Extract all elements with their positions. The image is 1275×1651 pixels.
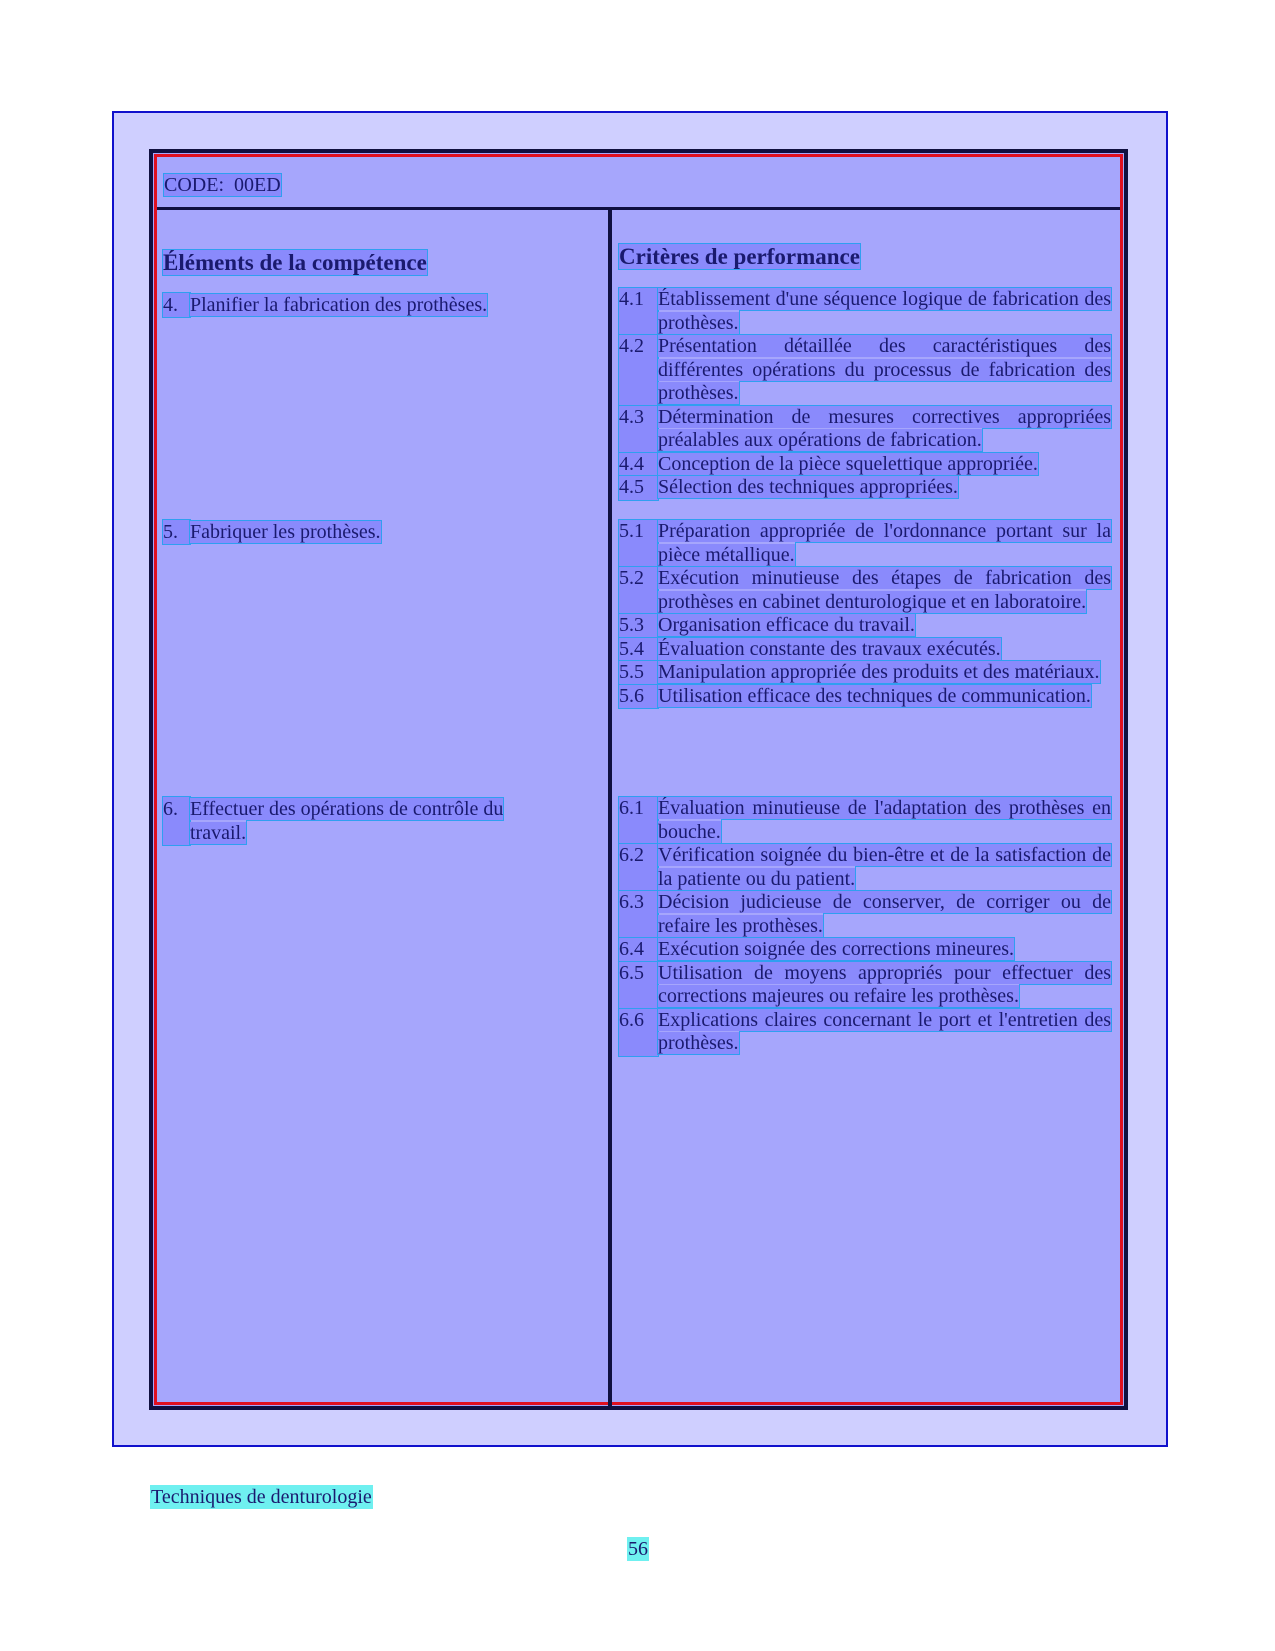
criterion-text: Établissement d'une séquence logique de fabrication des prothèses. <box>658 288 1111 334</box>
criterion-text: Utilisation efficace des techniques de communication. <box>658 684 1091 707</box>
criterion <box>619 288 1111 335</box>
criterion-text: Présentation détaillée des caractéristiques des différentes opérations du processus de fabrication des prothèses. <box>658 335 1111 404</box>
element-text: Effectuer des opérations de contrôle du travail. <box>190 798 504 844</box>
criterion-number: 6.3 <box>619 891 658 938</box>
criterion-text: Évaluation minutieuse de l'adaptation des prothèses en bouche. <box>658 797 1111 843</box>
criterion <box>619 797 1111 844</box>
criterion-text: Préparation appropriée de l'ordonnance portant sur la pièce métallique. <box>658 520 1111 566</box>
criterion-number: 5.4 <box>619 638 658 662</box>
criterion-number: 6.5 <box>619 962 658 1009</box>
criterion-number: 5.1 <box>619 520 658 567</box>
element-4 <box>163 293 611 317</box>
criterion <box>619 844 1111 891</box>
criterion-text: Exécution soignée des corrections mineures. <box>658 938 1014 960</box>
criterion <box>619 1009 1111 1056</box>
criterion <box>619 476 1111 500</box>
criterion-text: Explications claires concernant le port et l'entretien des prothèses. <box>658 1008 1111 1054</box>
criterion-number: 4.1 <box>619 288 658 335</box>
criterion <box>619 520 1111 567</box>
criterion-text: Organisation efficace du travail. <box>658 614 915 636</box>
criterion-number: 4.3 <box>619 406 658 453</box>
criterion-number: 4.4 <box>619 453 658 477</box>
criterion-text: Détermination de mesures correctives appropriées préalables aux opérations de fabrication. <box>658 405 1111 451</box>
criteria-group-6 <box>619 797 1111 1056</box>
criterion <box>619 891 1111 938</box>
element-6 <box>163 797 523 845</box>
criterion-text: Utilisation de moyens appropriés pour effectuer des corrections majeures ou refaire les prothèses. <box>658 961 1111 1007</box>
criteria-heading <box>619 243 1111 271</box>
criterion-text: Évaluation constante des travaux exécutés. <box>658 637 1001 660</box>
footer-program-name: Techniques de denturologie <box>151 1486 372 1508</box>
criteria-group-5 <box>619 520 1111 708</box>
criterion-number: 6.2 <box>619 844 658 891</box>
criterion-text: Sélection des techniques appropriées. <box>658 476 958 498</box>
element-number: 5. <box>163 520 190 544</box>
elements-heading-text: Éléments de la compétence <box>163 250 427 275</box>
elements-column <box>163 243 608 844</box>
competency-table <box>149 149 1128 1410</box>
criterion <box>619 453 1111 477</box>
elements-heading <box>163 249 608 277</box>
criterion-number: 6.6 <box>619 1009 658 1056</box>
criterion-number: 5.5 <box>619 661 658 685</box>
criterion <box>619 962 1111 1009</box>
element-number: 4. <box>163 293 190 317</box>
criterion-number: 4.2 <box>619 335 658 406</box>
criterion-text: Vérification soignée du bien-être et de la satisfaction de la patiente ou du patient. <box>658 844 1111 890</box>
code-row <box>157 157 1120 210</box>
criteria-group-4 <box>619 288 1111 500</box>
criterion-text: Conception de la pièce squelettique appropriée. <box>658 452 1038 475</box>
criteria-column <box>619 243 1111 1054</box>
criterion-number: 6.4 <box>619 938 658 962</box>
criterion-number: 6.1 <box>619 797 658 844</box>
code-label: CODE: 00ED <box>164 174 281 196</box>
criterion <box>619 335 1111 406</box>
criterion <box>619 661 1111 685</box>
criterion <box>619 614 1111 638</box>
criterion-number: 5.2 <box>619 567 658 614</box>
criterion-number: 5.6 <box>619 685 658 709</box>
column-divider <box>608 208 612 1406</box>
criterion-text: Manipulation appropriée des produits et des matériaux. <box>658 661 1100 683</box>
criterion-number: 4.5 <box>619 476 658 500</box>
criterion <box>619 406 1111 453</box>
element-text: Planifier la fabrication des prothèses. <box>190 294 488 316</box>
criterion-text: Décision judicieuse de conserver, de corriger ou de refaire les prothèses. <box>658 891 1111 937</box>
criterion-number: 5.3 <box>619 614 658 638</box>
criterion <box>619 938 1111 962</box>
element-text: Fabriquer les prothèses. <box>190 521 381 543</box>
criterion <box>619 638 1111 662</box>
criterion-text: Exécution minutieuse des étapes de fabrication des prothèses en cabinet denturologique et en laboratoire. <box>658 567 1111 613</box>
element-5 <box>163 520 611 544</box>
element-number: 6. <box>163 797 190 845</box>
criteria-heading-text: Critères de performance <box>619 244 860 269</box>
criterion <box>619 567 1111 614</box>
criterion <box>619 685 1111 709</box>
page-number: 56 <box>628 1538 648 1560</box>
